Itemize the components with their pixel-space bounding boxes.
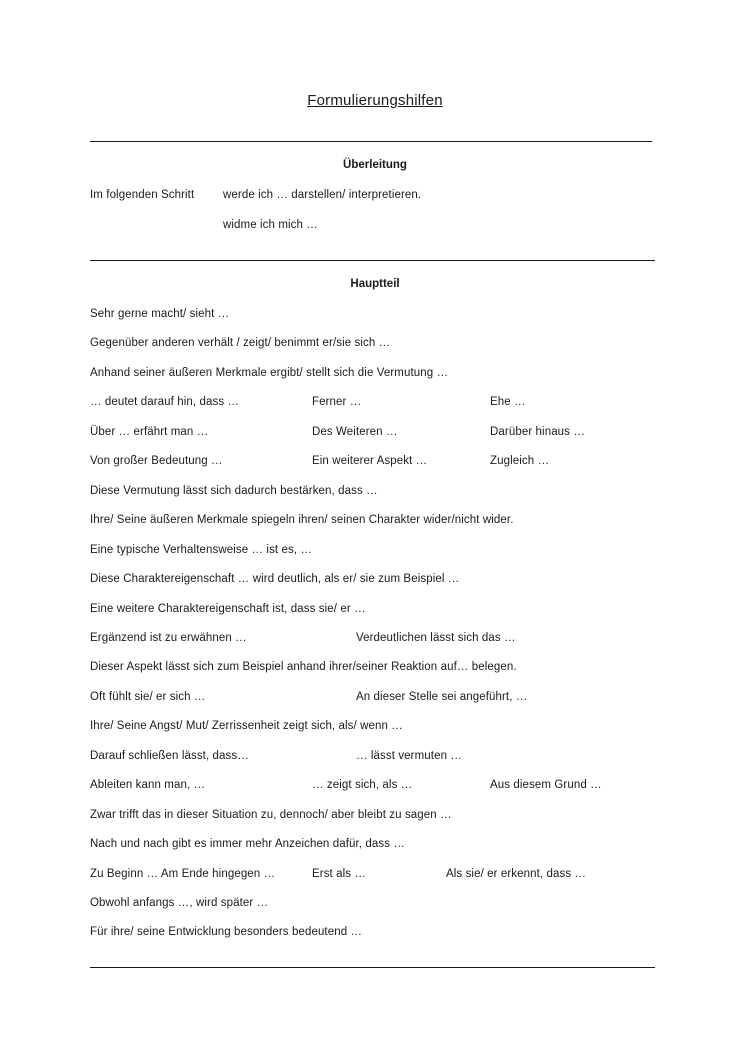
phrase-item: Zugleich …	[490, 455, 550, 467]
phrase-item: Dieser Aspekt lässt sich zum Beispiel anhand ihrer/seiner Reaktion auf… belegen.	[90, 661, 517, 673]
divider-top	[90, 141, 652, 142]
phrase-item: Eine typische Verhaltensweise … ist es, …	[90, 544, 313, 556]
phrase-item: Eine weitere Charaktereigenschaft ist, dass sie/ er …	[90, 603, 366, 615]
phrase-item: Darüber hinaus …	[490, 426, 585, 438]
divider-middle	[90, 260, 655, 261]
page-title: Formulierungshilfen	[307, 92, 443, 109]
phrase-item: Aus diesem Grund …	[490, 779, 602, 791]
phrase-item: … lässt vermuten …	[356, 750, 462, 762]
phrase-item: Ableiten kann man, …	[90, 779, 206, 791]
phrase-item: Zu Beginn … Am Ende hingegen …	[90, 868, 276, 880]
phrase-item: Diese Vermutung lässt sich dadurch bestärken, dass …	[90, 485, 378, 497]
phrase-item: Sehr gerne macht/ sieht …	[90, 308, 230, 320]
transition-item: widme ich mich …	[223, 219, 318, 231]
phrase-item: Gegenüber anderen verhält / zeigt/ benimmt er/sie sich …	[90, 337, 391, 349]
phrase-item: Obwohl anfangs …, wird später …	[90, 897, 269, 909]
phrase-item: … zeigt sich, als …	[312, 779, 413, 791]
divider-bottom	[90, 967, 655, 968]
transition-item: werde ich … darstellen/ interpretieren.	[223, 189, 422, 201]
phrase-item: Von großer Bedeutung …	[90, 455, 223, 467]
phrase-item: Über … erfährt man …	[90, 426, 209, 438]
phrase-item: Für ihre/ seine Entwicklung besonders bedeutend …	[90, 926, 363, 938]
phrase-item: Als sie/ er erkennt, dass …	[446, 868, 587, 880]
phrase-item: Darauf schließen lässt, dass…	[90, 750, 249, 762]
phrase-item: Diese Charaktereigenschaft … wird deutlich, als er/ sie zum Beispiel …	[90, 573, 460, 585]
phrase-item: Ehe …	[490, 396, 526, 408]
phrase-item: Ihre/ Seine äußeren Merkmale spiegeln ihren/ seinen Charakter wider/nicht wider.	[90, 514, 514, 526]
phrase-item: Ergänzend ist zu erwähnen …	[90, 632, 247, 644]
phrase-item: Zwar trifft das in dieser Situation zu, dennoch/ aber bleibt zu sagen …	[90, 809, 452, 821]
phrase-item: Ein weiterer Aspekt …	[312, 455, 428, 467]
phrase-item: Ihre/ Seine Angst/ Mut/ Zerrissenheit zeigt sich, als/ wenn …	[90, 720, 403, 732]
phrase-item: … deutet darauf hin, dass …	[90, 396, 240, 408]
phrase-item: Des Weiteren …	[312, 426, 398, 438]
phrase-item: Anhand seiner äußeren Merkmale ergibt/ stellt sich die Vermutung …	[90, 367, 449, 379]
phrase-item: Erst als …	[312, 868, 367, 880]
phrase-item: Ferner …	[312, 396, 362, 408]
section-heading-main: Hauptteil	[350, 278, 400, 290]
phrase-item: Nach und nach gibt es immer mehr Anzeichen dafür, dass …	[90, 838, 405, 850]
phrase-item: Verdeutlichen lässt sich das …	[356, 632, 516, 644]
section-heading-transition: Überleitung	[343, 159, 407, 171]
transition-lead: Im folgenden Schritt	[90, 189, 195, 201]
phrase-item: Oft fühlt sie/ er sich …	[90, 691, 206, 703]
phrase-item: An dieser Stelle sei angeführt, …	[356, 691, 528, 703]
